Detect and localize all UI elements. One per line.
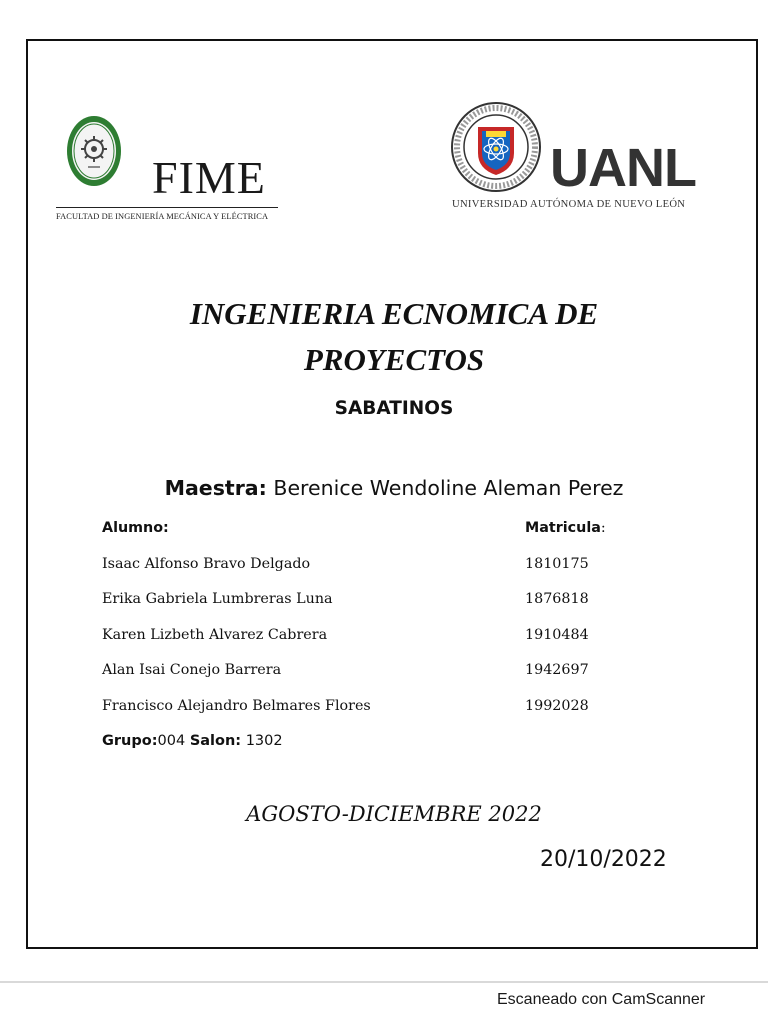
period-text: AGOSTO-DICIEMBRE 2022: [246, 802, 542, 826]
salon-value: 1302: [245, 733, 283, 749]
document-page: [26, 39, 758, 949]
header-id-wrap: [525, 520, 606, 536]
date-text: 20/10/2022: [540, 847, 667, 872]
document-title: [28, 291, 760, 383]
salon-label: Salon:: [189, 733, 242, 749]
table-row: [102, 556, 642, 592]
fime-seal-icon: [66, 115, 122, 187]
table-row: [102, 662, 642, 698]
group-label: Grupo:: [102, 733, 158, 749]
student-id: 1992028: [525, 697, 589, 714]
teacher-label: Maestra:: [164, 476, 267, 500]
table-row: [102, 698, 642, 734]
header-id-colon: :: [600, 520, 606, 536]
table-row: [102, 627, 642, 663]
document-subtitle: SABATINOS: [334, 398, 454, 419]
uanl-subtitle: UNIVERSIDAD AUTÓNOMA DE NUEVO LEÓN: [452, 199, 686, 210]
header-name: Alumno:: [102, 520, 169, 536]
student-id: 1810175: [525, 555, 589, 572]
student-name: Francisco Alejandro Belmares Flores: [102, 697, 371, 714]
fime-subtitle: FACULTAD DE INGENIERÍA MECÁNICA Y ELÉCTRICA: [56, 212, 269, 221]
footer-divider: [0, 981, 768, 983]
uanl-wordmark: UANL: [550, 138, 696, 198]
student-id: 1910484: [525, 626, 589, 643]
title-line-1: INGENIERIA ECNOMICA DE: [189, 296, 599, 331]
group-line: [102, 733, 283, 749]
student-name: Isaac Alfonso Bravo Delgado: [102, 555, 311, 572]
table-header: [102, 520, 642, 556]
uanl-seal-icon: [450, 101, 542, 193]
fime-wordmark: FIME: [152, 152, 266, 203]
student-id: 1942697: [525, 662, 589, 678]
student-name: Karen Lizbeth Alvarez Cabrera: [102, 626, 328, 643]
fime-divider: [56, 207, 278, 208]
student-name: Alan Isai Conejo Barrera: [102, 662, 282, 678]
teacher-name: Berenice Wendoline Aleman Perez: [273, 476, 624, 500]
header-id: Matricula: [525, 520, 601, 536]
student-name: Erika Gabriela Lumbreras Luna: [102, 591, 333, 607]
teacher-line: [28, 476, 760, 500]
group-value: 004: [157, 733, 186, 749]
uanl-logo: [450, 101, 720, 221]
table-row: [102, 591, 642, 627]
scanner-watermark: Escaneado con CamScanner: [497, 991, 706, 1008]
student-table: [102, 520, 642, 733]
fime-logo: [56, 113, 278, 221]
student-id: 1876818: [525, 591, 589, 607]
title-line-2: PROYECTOS: [303, 342, 485, 377]
